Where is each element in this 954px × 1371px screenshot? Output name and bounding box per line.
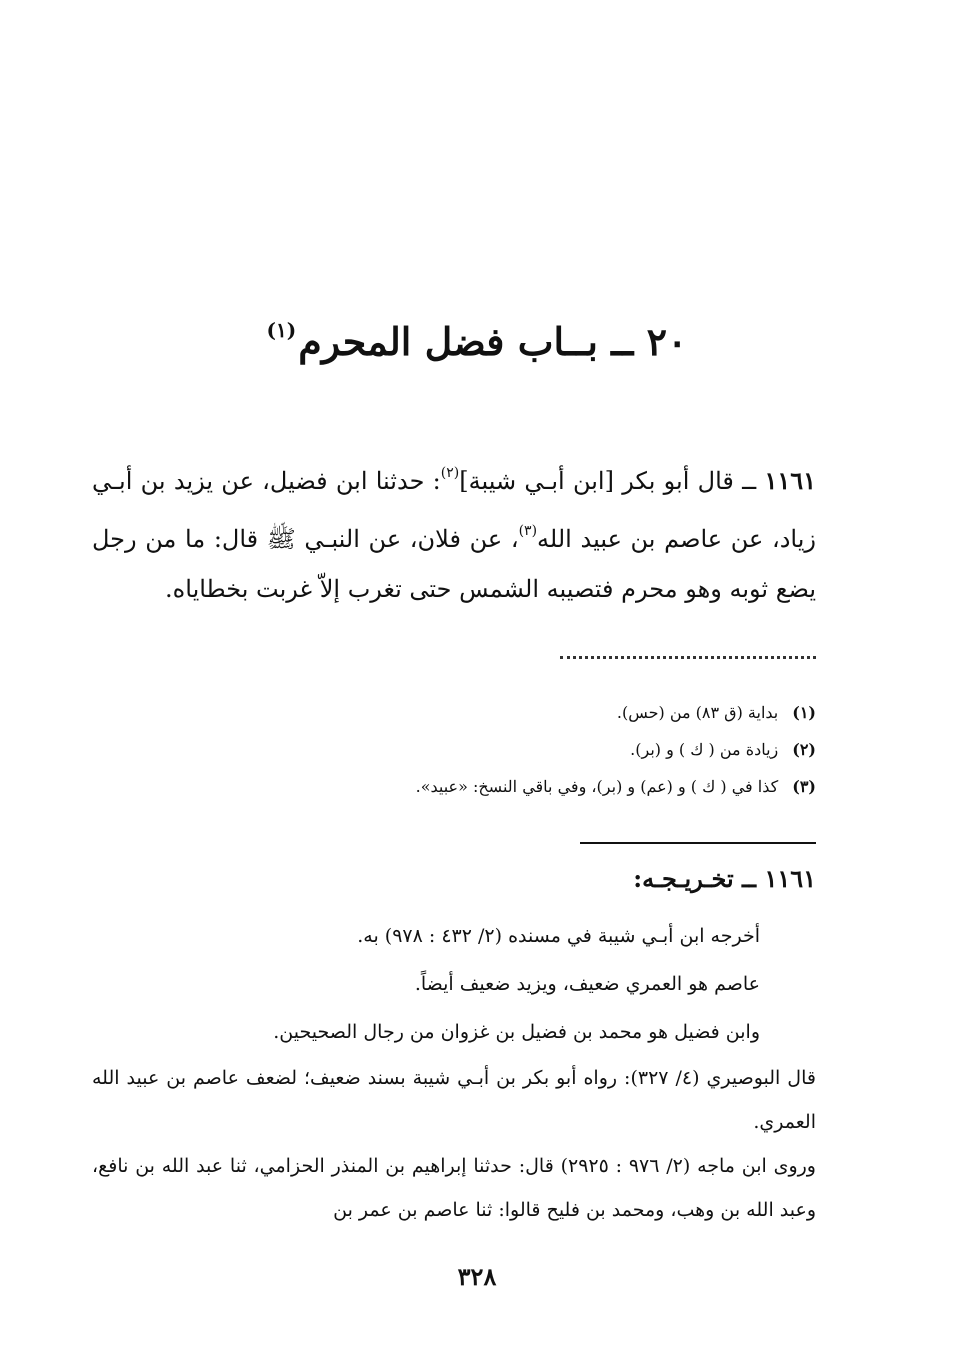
footnote-ref-2: (٢) bbox=[440, 465, 460, 481]
takhrij-heading: ١١٦١ ــ تخـريـجـه: bbox=[633, 864, 816, 893]
footnote-separator bbox=[560, 656, 816, 659]
footnote-text: بداية (ق ٨٣) من (حس). bbox=[616, 703, 779, 722]
hadith-part-2: : حدثنا ابن فضيل، عن يزيد بن أبـي زياد، عن عاصم بن عبيد الله bbox=[92, 467, 816, 553]
footnote-text: زيادة من ( ك ) و (بر). bbox=[630, 740, 779, 759]
takhrij-paragraph: قال البوصيري (٤/ ٣٢٧): رواه أبو بكر بن أبـي شيبة بسند ضعيف؛ لضعف عاصم بن عبيد الله العمري. bbox=[92, 1067, 816, 1133]
hadith-number: ١١٦١ bbox=[764, 466, 817, 495]
footnotes bbox=[200, 694, 816, 805]
footnote-number: (١) bbox=[792, 703, 816, 722]
takhrij-line: أخرجه ابن أبـي شيبة في مسنده (٢/ ٤٣٢ : ٩٧٨) به. bbox=[357, 925, 760, 947]
takhrij-line: عاصم هو العمري ضعيف، ويزيد ضعيف أيضاً. bbox=[414, 973, 760, 995]
chapter-title bbox=[0, 318, 954, 364]
footnote-text: كذا في ( ك ) و (عم) و (بر)، وفي باقي النسخ: «عبيد». bbox=[415, 777, 779, 796]
footnote-item bbox=[200, 694, 816, 731]
chapter-footnote-ref: (١) bbox=[266, 318, 297, 342]
footnote-number: (٣) bbox=[792, 777, 816, 796]
takhrij-body bbox=[92, 912, 816, 1232]
page-number: ٣٢٨ bbox=[457, 1262, 497, 1291]
footnote-item bbox=[200, 768, 816, 805]
chapter-title-text: ٢٠ ــ بــاب فضل المحرم bbox=[298, 319, 688, 364]
takhrij-line: وابن فضيل هو محمد بن فضيل بن غزوان من رجال الصحيحين. bbox=[273, 1021, 760, 1043]
hadith-text bbox=[92, 448, 816, 614]
takhrij-rule bbox=[580, 842, 816, 844]
footnote-number: (٢) bbox=[792, 740, 816, 759]
footnote-ref-3: (٣) bbox=[518, 523, 538, 539]
hadith-part-3: ، عن فلان، عن النبـي ﷺ قال: ما من رجل يضع ثوبه وهو محرم فتصيبه الشمس حتى تغرب إلاّ غربت بخطاياه. bbox=[92, 525, 816, 603]
hadith-part-1: ــ قال أبو بكر [ابن أبـي شيبة] bbox=[459, 467, 765, 495]
footnote-item bbox=[200, 731, 816, 768]
takhrij-paragraph: وروى ابن ماجه (٢/ ٩٧٦ : ٢٩٢٥) قال: حدثنا إبراهيم بن المنذر الحزامي، ثنا عبد الله بن نافع، وعبد الله بن وهب، ومحمد بن فليح قالوا: ثنا عاصم بن عمر بن bbox=[92, 1155, 816, 1221]
